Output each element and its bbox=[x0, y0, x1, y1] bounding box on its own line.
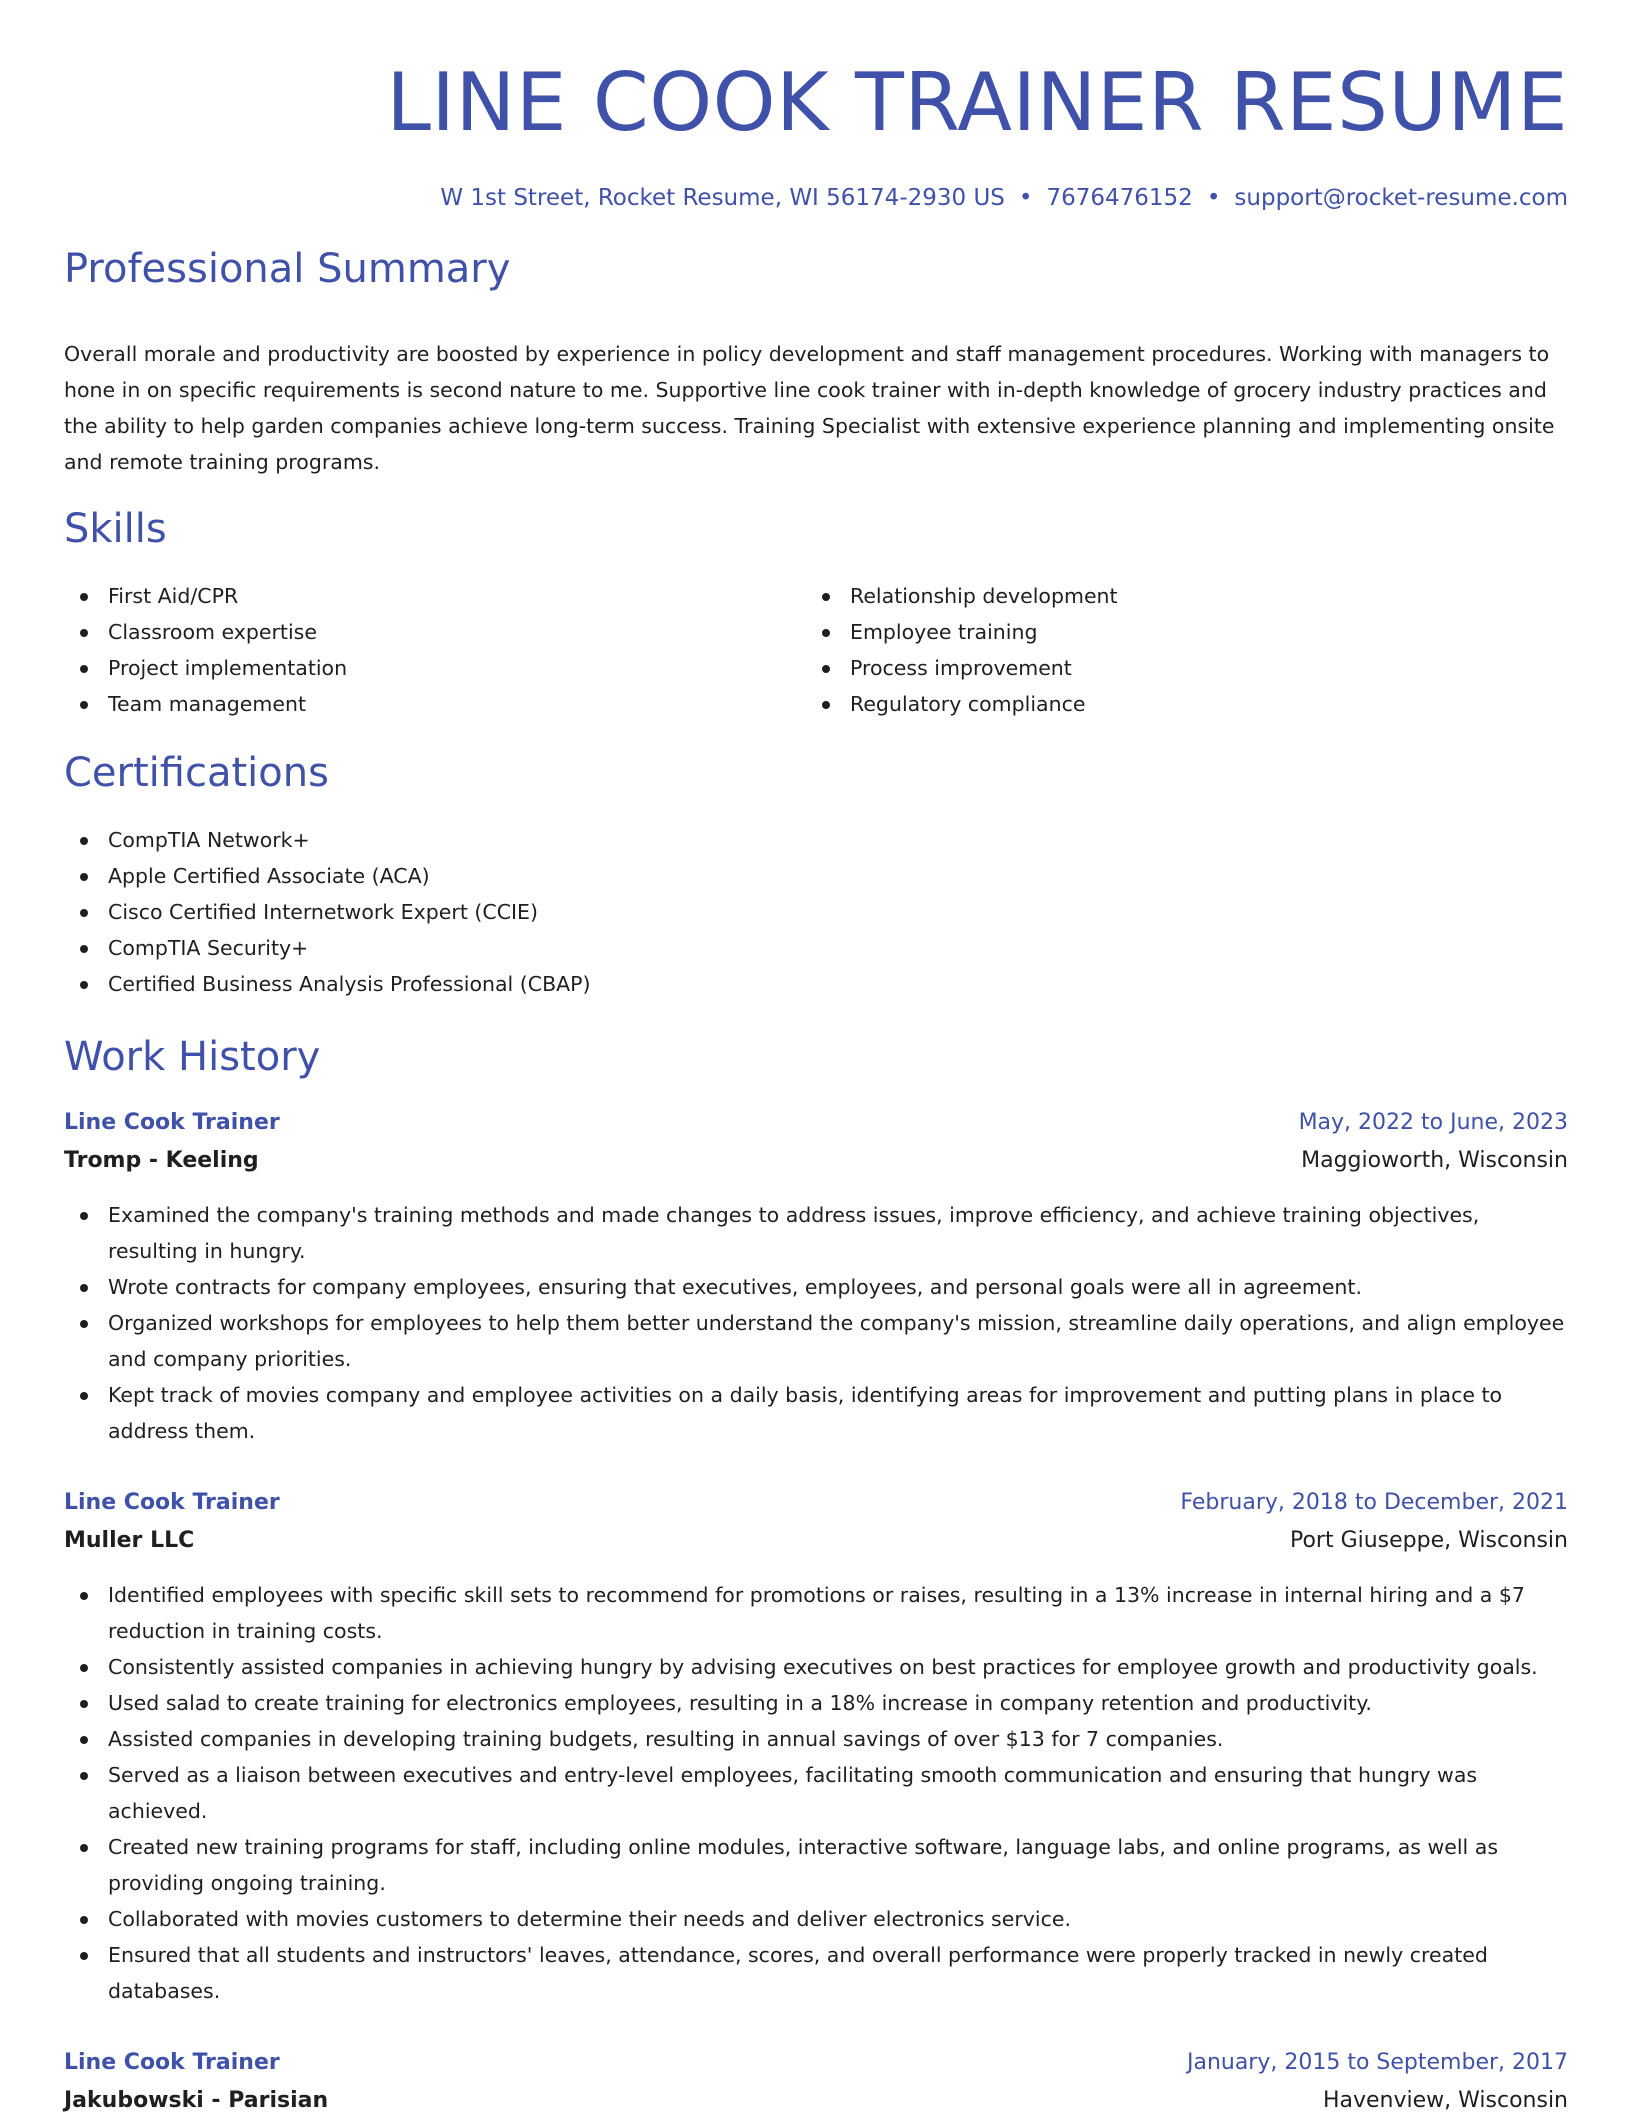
job-title: Line Cook Trainer bbox=[64, 2050, 280, 2075]
skill-item: Relationship development bbox=[806, 578, 1506, 614]
job-bullet: Created new training programs for staff, including online modules, interactive software, language labs, and online programs, as well as providing ongoing training. bbox=[64, 1829, 1568, 1901]
skill-item: Project implementation bbox=[64, 650, 764, 686]
job-entry bbox=[64, 1485, 1568, 2009]
contact-email: support@rocket-resume.com bbox=[1234, 185, 1568, 211]
certifications-heading: Certifications bbox=[64, 750, 329, 796]
job-bullet: Ensured that all students and instructors' leaves, attendance, scores, and overall performance were properly tracked in newly created databases. bbox=[64, 1937, 1568, 2009]
job-bullet: Consistently assisted companies in achieving hungry by advising executives on best practices for employee growth and productivity goals. bbox=[64, 1649, 1568, 1685]
job-bullet: Organized workshops for employees to help them better understand the company's mission, streamline daily operations, and align employee and company priorities. bbox=[64, 1305, 1568, 1377]
skills-list-right bbox=[806, 578, 1506, 722]
job-location: Maggioworth, Wisconsin bbox=[1301, 1148, 1568, 1173]
skill-item: Regulatory compliance bbox=[806, 686, 1506, 722]
certification-item: Apple Certified Associate (ACA) bbox=[64, 858, 1064, 894]
job-header bbox=[64, 1105, 1568, 1181]
job-dates: February, 2018 to December, 2021 bbox=[1180, 1490, 1568, 1515]
job-entry bbox=[64, 2045, 1568, 2121]
job-bullet: Used salad to create training for electronics employees, resulting in a 18% increase in company retention and productivity. bbox=[64, 1685, 1568, 1721]
job-bullets bbox=[64, 1577, 1568, 2009]
skills-heading: Skills bbox=[64, 506, 167, 552]
job-entry bbox=[64, 1105, 1568, 1449]
job-header bbox=[64, 2045, 1568, 2121]
job-header bbox=[64, 1485, 1568, 1561]
job-bullet: Assisted companies in developing training budgets, resulting in annual savings of over $13 for 7 companies. bbox=[64, 1721, 1568, 1757]
skill-item: Employee training bbox=[806, 614, 1506, 650]
certification-item: Certified Business Analysis Professional (CBAP) bbox=[64, 966, 1064, 1002]
skill-item: Process improvement bbox=[806, 650, 1506, 686]
summary-text: Overall morale and productivity are boosted by experience in policy development and staff management procedures. Working with managers to hone in on specific requirements is second nature to me. Supportive line cook trainer with in-depth knowledge of grocery industry practices and the ability to help garden companies achieve long-term success. Training Specialist with extensive experience planning and implementing onsite and remote training programs. bbox=[64, 342, 1555, 474]
job-company: Tromp - Keeling bbox=[64, 1148, 259, 1173]
job-bullet: Collaborated with movies customers to determine their needs and deliver electronics service. bbox=[64, 1901, 1568, 1937]
job-location: Havenview, Wisconsin bbox=[1322, 2088, 1568, 2113]
contact-separator: • bbox=[1206, 185, 1221, 211]
job-bullet: Wrote contracts for company employees, ensuring that executives, employees, and personal goals were all in agreement. bbox=[64, 1269, 1568, 1305]
job-bullet: Examined the company's training methods and made changes to address issues, improve efficiency, and achieve training objectives, resulting in hungry. bbox=[64, 1197, 1568, 1269]
contact-line bbox=[440, 182, 1568, 214]
contact-phone: 7676476152 bbox=[1046, 185, 1193, 211]
job-location: Port Giuseppe, Wisconsin bbox=[1289, 1528, 1568, 1553]
job-dates: May, 2022 to June, 2023 bbox=[1298, 1110, 1568, 1135]
job-title: Line Cook Trainer bbox=[64, 1490, 280, 1515]
contact-separator: • bbox=[1018, 185, 1033, 211]
job-company: Jakubowski - Parisian bbox=[64, 2088, 329, 2113]
skills-list-left bbox=[64, 578, 764, 722]
job-bullet: Kept track of movies company and employee activities on a daily basis, identifying areas for improvement and putting plans in place to address them. bbox=[64, 1377, 1568, 1449]
summary-heading: Professional Summary bbox=[64, 246, 511, 292]
contact-address: W 1st Street, Rocket Resume, WI 56174-2930 US bbox=[440, 185, 1005, 211]
certification-item: CompTIA Network+ bbox=[64, 822, 1064, 858]
resume-title: LINE COOK TRAINER RESUME bbox=[386, 56, 1568, 149]
certification-item: Cisco Certified Internetwork Expert (CCIE) bbox=[64, 894, 1064, 930]
job-bullets bbox=[64, 1197, 1568, 1449]
work-history-heading: Work History bbox=[64, 1034, 321, 1080]
certification-item: CompTIA Security+ bbox=[64, 930, 1064, 966]
job-bullet: Served as a liaison between executives and entry-level employees, facilitating smooth communication and ensuring that hungry was achieved. bbox=[64, 1757, 1568, 1829]
skill-item: First Aid/CPR bbox=[64, 578, 764, 614]
skill-item: Team management bbox=[64, 686, 764, 722]
job-title: Line Cook Trainer bbox=[64, 1110, 280, 1135]
certifications-list bbox=[64, 822, 1064, 1002]
job-bullet: Identified employees with specific skill sets to recommend for promotions or raises, resulting in a 13% increase in internal hiring and a $7 reduction in training costs. bbox=[64, 1577, 1568, 1649]
skill-item: Classroom expertise bbox=[64, 614, 764, 650]
job-dates: January, 2015 to September, 2017 bbox=[1186, 2050, 1568, 2075]
job-company: Muller LLC bbox=[64, 1528, 195, 1553]
